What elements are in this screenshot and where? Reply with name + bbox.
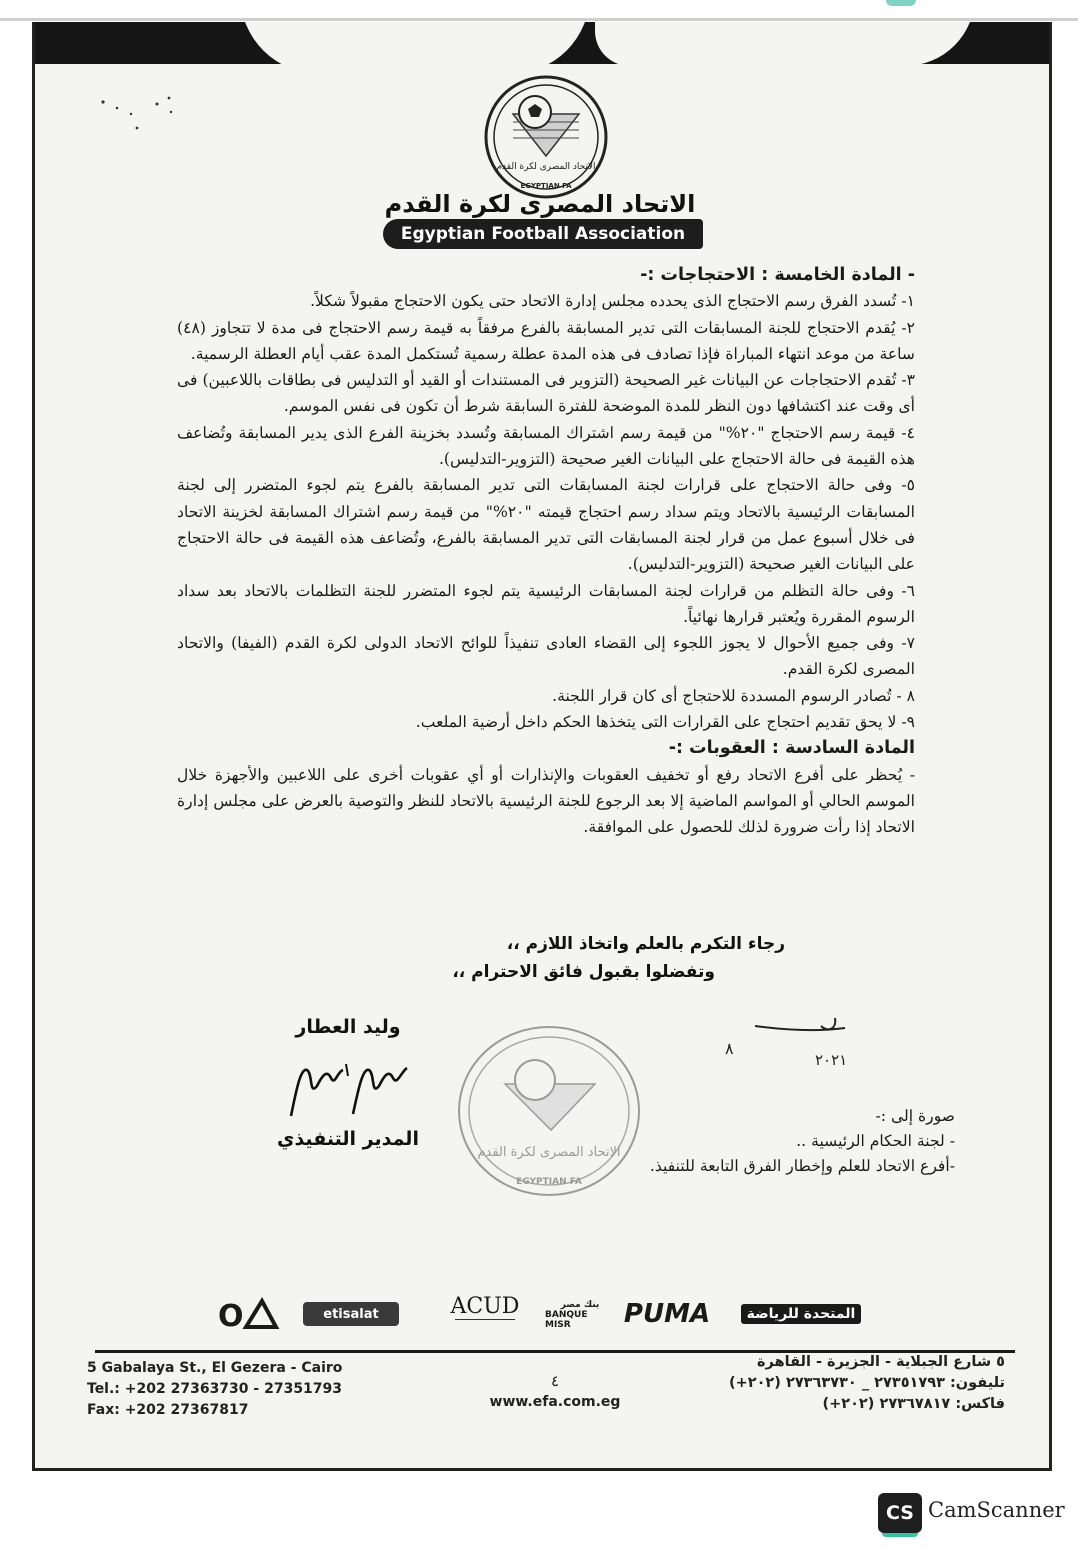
article5-item: ٥- وفى حالة الاحتجاج على قرارات لجنة المسابقات التى تدير المسابقة بالفرع يتم لجوء المتضرر إلى لجنة المسابقات الرئيسية بالاتحاد ويتم سداد رسم احتجاج قيمته "٢٠%" من قيمة رسم اشتراك المسابقة لخزينة الاتحاد فى خلال أسبوع عمل من قرار لجنة المسابقات التى تدير المسابقة بالفرع، وتُضاعف هذه القيمة فى حالة الاحتجاج على البيانات الغير صحيحة (التزوير-التدليس). [177,476,915,574]
viewer-top-border [0,18,1078,21]
footer-website-link[interactable]: www.efa.com.eg [489,1394,621,1410]
copies-item: - لجنة الحكام الرئيسية .. [796,1132,955,1150]
address-en-line: Tel.: +202 27363730 - 27351793 [87,1381,343,1397]
copies-to [555,1104,955,1179]
stamp-text-en: EGYPTIAN FA [516,1177,582,1187]
document-body [177,262,915,841]
article5-item: ٦- وفى حالة التظلم من قرارات لجنة المسابقات الرئيسية يتم لجوء المتضرر للجنة التظلمات بالاتحاد بعد سداد الرسوم المقررة ويُعتبر قرارها نهائياً. [177,581,915,626]
banque-misr-ar: بنك مصر [560,1300,600,1310]
handwritten-date [695,1010,895,1070]
page-number: ٤ [550,1372,560,1390]
scan-shadow-top [35,22,1049,64]
handwritten-day: ٨ [725,1039,734,1058]
banque-misr-logo [545,1298,615,1332]
article5-item: ١- تُسدد الفرق رسم الاحتجاج الذى يحدده مجلس إدارة الاتحاد حتى يكون الاحتجاج مقبولاً شكلاً. [310,292,915,311]
article5-item: ٧- وفى جميع الأحوال لا يجوز اللجوء إلى القضاء العادى تنفيذاً للوائح الاتحاد الدولى لكرة القدم (الفيفا) والاتحاد المصرى لكرة القدم. [177,634,915,679]
article5-item: ٤- قيمة رسم الاحتجاج "٢٠%" من قيمة رسم اشتراك المسابقة وتُسدد بخزينة الفرع الذى يدير المسابقة وتُضاعف هذه القيمة فى حالة الاحتجاج على البيانات الغير صحيحة (التزوير-التدليس). [177,423,915,469]
viewer-top-accent [886,0,916,6]
address-ar-line: تليفون: ٢٧٣٥١٧٩٣ _ ٢٧٣٦٣٧٣٠ (٢٠٢+) [728,1375,1005,1391]
address-en-line: 5 Gabalaya St., El Gezera - Cairo [87,1360,343,1376]
efa-logo-icon [483,74,609,200]
address-ar-line: ٥ شارع الجبلاية - الجزيرة - القاهرة [756,1354,1005,1370]
puma-logo: PUMA [623,1299,711,1329]
signatory-title: المدير التنفيذي [277,1128,419,1150]
signature-icon [283,1056,413,1126]
banque-misr-en: BANQUE MISR [545,1310,588,1330]
scan-specks [97,94,177,134]
camscanner-watermark: CamScanner [928,1498,1065,1522]
logo-text-en: EGYPTIAN FA [520,182,572,190]
org-name-arabic: الاتحاد المصرى لكرة القدم [384,190,696,218]
closing-line-1: رجاء التكرم بالعلم واتخاذ اللازم ،، [506,934,785,954]
article5-heading: - المادة الخامسة : الاحتجاجات :- [640,265,915,285]
org-name-english: Egyptian Football Association [383,219,703,249]
handwritten-year: ٢٠٢١ [815,1051,848,1069]
acud-wordmark: ACUD [450,1294,520,1319]
copies-item: -أفرع الاتحاد للعلم وإخطار الفرق التابعة للتنفيذ. [649,1157,955,1175]
etisalat-logo: etisalat [303,1302,399,1326]
signatory-name: وليد العطار [295,1016,401,1038]
article5-item: ٣- تُقدم الاحتجاجات عن البيانات غير الصحيحة (التزوير فى المستندات أو القيد أو التدليس فى بطاقات باللاعبين) فى أى وقت عند اكتشافها دون النظر للمدة الموضحة للفترة السابقة شرط أن تكون فى نفس الموسم. [177,371,915,416]
logo-text-ar: الاتحاد المصرى لكرة القدم [496,162,596,172]
article5-item: ٢- يُقدم الاحتجاج للجنة المسابقات التى تدير المسابقة بالفرع مرفقاً به قيمة رسم الاحتجاج فى مدة لا تتجاوز (٤٨) ساعة من موعد انتهاء المباراة فإذا تصادف فى هذه المدة عطلة رسمية تُستكمل المدة عقب أيام العطلة الرسمية. [177,318,915,363]
scanned-document-page [32,22,1052,1471]
sponsor-logos [215,1288,875,1342]
orange-logo [215,1296,295,1332]
camscanner-badge-icon: CS [878,1493,922,1533]
address-en-line: Fax: +202 27367817 [87,1402,249,1418]
stamp-text-ar: الاتحاد المصرى لكرة القدم [477,1145,621,1160]
acud-logo [450,1288,520,1336]
article6-heading: المادة السادسة : العقوبات :- [668,738,915,759]
address-ar-line: فاكس: ٢٧٣٦٧٨١٧ (٢٠٢+) [822,1396,1005,1412]
copies-heading: صورة إلى :- [875,1107,955,1125]
united-sports-wordmark: المتحدة للرياضة [741,1304,862,1324]
svg-text:O: O [218,1299,245,1331]
closing-lines [365,930,785,986]
footer-address-arabic [675,1352,1005,1415]
closing-line-2: وتفضلوا بقبول فائق الاحترام ،، [452,962,715,982]
article5-item: ٩- لا يحق تقديم احتجاج على القرارات التى يتخذها الحكم داخل أرضية الملعب. [415,713,915,732]
footer-address-english [87,1358,407,1421]
united-sports-logo [731,1300,871,1328]
article6-text: - يُحظر على أفرع الاتحاد رفع أو تخفيف العقوبات والإنذارات أو أي عقوبات أخرى على اللاعبين والأجهزة خلال الموسم الحالي أو المواسم الماضية إلا بعد الرجوع للجنة الرئيسية بالاتحاد للنظر والتوصية بالعرض على مجلس إدارة الاتحاد إذا رأت ضرورة لذلك للحصول على الموافقة. [177,765,915,837]
article5-item: ٨ - تُصادر الرسوم المسددة للاحتجاج أى كان قرار اللجنة. [552,686,915,705]
